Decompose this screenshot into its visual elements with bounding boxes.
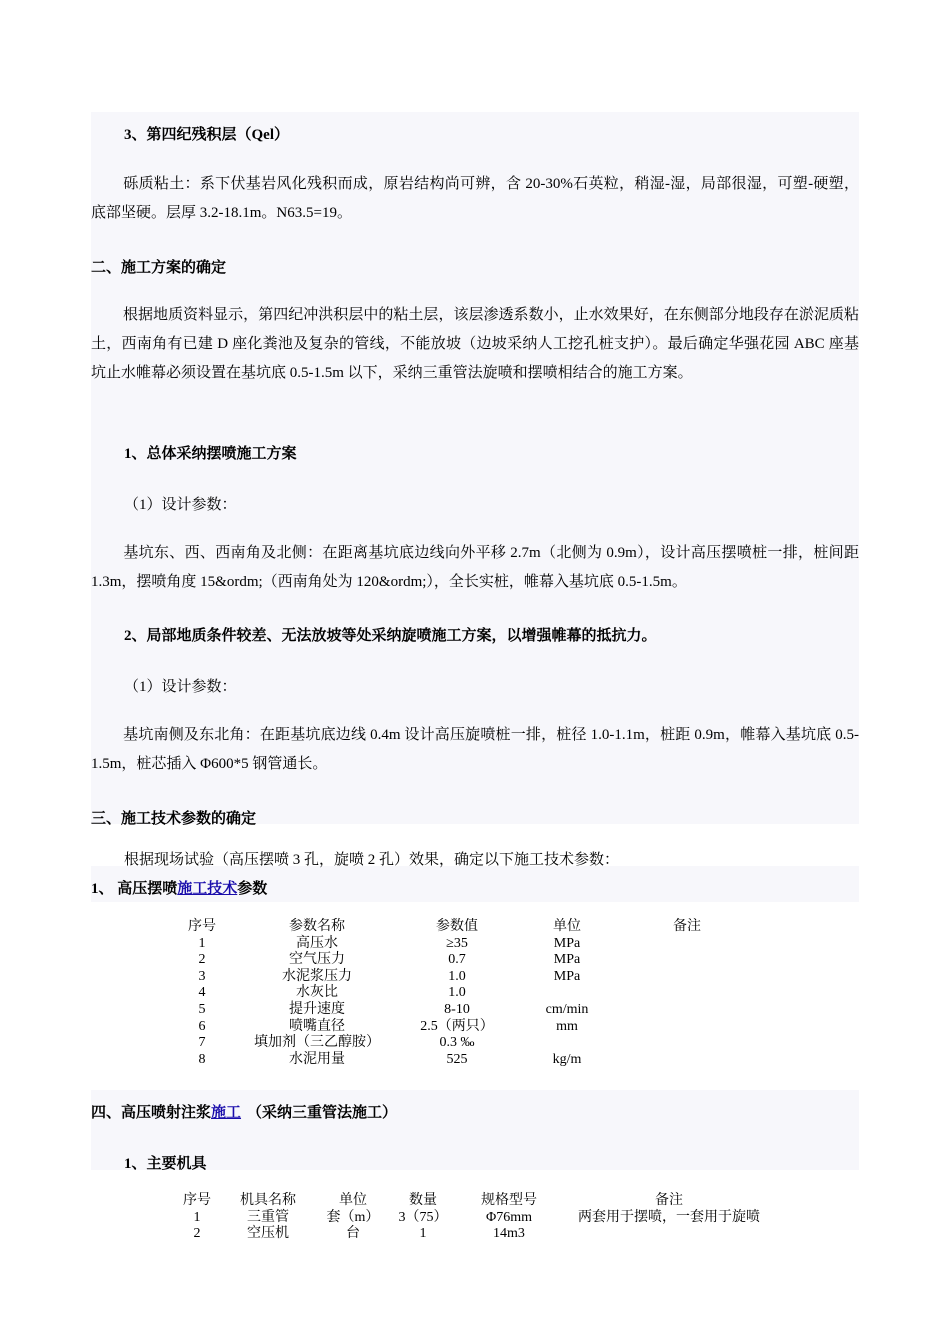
table-cell: 水泥用量 xyxy=(289,1051,345,1067)
table-cell: kg/m xyxy=(552,1051,582,1067)
table-cell: 2 xyxy=(198,952,206,968)
table-cell xyxy=(627,952,747,969)
table-cell: MPa xyxy=(553,968,581,984)
table-cell: 1 xyxy=(193,1209,201,1225)
table-cell: 水灰比 xyxy=(296,985,338,1001)
table-cell: 14m3 xyxy=(493,1226,525,1242)
table-cell: 8 xyxy=(198,1051,206,1067)
header-cell: 备注 xyxy=(673,919,701,934)
equipment-table xyxy=(172,1193,774,1243)
heading-high-pressure-grouting xyxy=(91,1101,397,1122)
table-cell: 空压机 xyxy=(247,1226,289,1242)
heading-local-rotary-jet: 2、局部地质条件较差、无法放坡等处采纳旋喷施工方案，以增强帷幕的抵抗力。 xyxy=(124,628,657,644)
table-cell xyxy=(627,969,747,986)
table-row xyxy=(177,936,747,953)
header-cell: 序号 xyxy=(183,1193,211,1208)
construction-link[interactable]: 施工 xyxy=(211,1105,242,1121)
table-cell: 8-10 xyxy=(444,1001,470,1017)
heading-text: 四、高压喷射注浆 xyxy=(91,1105,212,1121)
paragraph-text: 砾质粘土：系下伏基岩风化残积而成，原岩结构尚可辨，含 20-30%石英粒，稍湿-湿，局部很湿，可塑-硬塑，底部坚硬。层厚 3.2-18.1m。N63.5=19。 xyxy=(91,176,859,221)
table-cell: 填加剂（三乙醇胺） xyxy=(254,1035,380,1051)
paragraph-field-test: 根据现场试验（高压摆喷 3 孔，旋喷 2 孔）效果，确定以下施工技术参数： xyxy=(124,852,620,868)
table-cell: 套（m） xyxy=(326,1209,380,1225)
table-cell xyxy=(627,1019,747,1036)
heading-text: 1、 高压摆喷 xyxy=(91,881,178,897)
table-row xyxy=(177,1019,747,1036)
header-cell: 机具名称 xyxy=(240,1193,296,1208)
heading-construction-plan: 二、施工方案的确定 xyxy=(91,260,227,276)
table-cell: 7 xyxy=(198,1035,206,1051)
table-row xyxy=(177,969,747,986)
table-cell xyxy=(507,985,627,1002)
table-cell xyxy=(627,936,747,953)
table-cell: MPa xyxy=(553,952,581,968)
table-cell: 2.5（两只） xyxy=(420,1018,494,1034)
header-cell: 备注 xyxy=(655,1193,683,1208)
table-row xyxy=(177,985,747,1002)
header-cell: 单位 xyxy=(553,919,581,934)
design-params-label-1: （1）设计参数： xyxy=(124,497,237,513)
construction-technique-link[interactable]: 施工技术 xyxy=(177,881,238,897)
paragraph-text: 根据地质资料显示，第四纪冲洪积层中的粘土层，该层渗透系数小，止水效果好，在东侧部分地段存在淤泥质粘土，西南角有已建 D 座化粪池及复杂的管线，不能放坡（边坡采纳人工挖孔桩支护）。最后确定华强花园 ABC 座基坑止水帷幕必须设置在基坑底 0.5-1.5m 以下，采纳三重管法旋喷和摆喷相结合的施工方案。 xyxy=(91,307,859,381)
table-cell: ≥35 xyxy=(446,935,468,951)
table-row xyxy=(172,1210,774,1227)
table-row xyxy=(177,1035,747,1052)
paragraph-text: 基坑东、西、西南角及北侧：在距离基坑底边线向外平移 2.7m（北侧为 0.9m），设计高压摆喷桩一排，桩间距 1.3m，摆喷角度 15&ordm;（西南角处为 120&ordm;），全长实桩，帷幕入基坑底 0.5-1.5m。 xyxy=(91,545,859,590)
table-row xyxy=(177,1052,747,1069)
paragraph-south-side xyxy=(91,721,859,779)
table-cell: Φ76mm xyxy=(485,1209,532,1225)
swing-jet-params-table xyxy=(177,919,747,1068)
table-cell xyxy=(627,1002,747,1019)
table-row xyxy=(177,952,747,969)
table-cell: 1 xyxy=(198,935,206,951)
table-cell: 2 xyxy=(193,1226,201,1242)
table-header-row xyxy=(172,1193,774,1210)
table-cell: 3 xyxy=(198,968,206,984)
paragraph-text: 基坑南侧及东北角：在距基坑底边线 0.4m 设计高压旋喷桩一排，桩径 1.0-1.1m，桩距 0.9m，帷幕入基坑底 0.5-1.5m，桩芯插入 Φ600*5 钢管通长。 xyxy=(91,727,859,772)
design-params-label-2: （1）设计参数： xyxy=(124,679,237,695)
table-cell xyxy=(627,1052,747,1069)
table-cell: 高压水 xyxy=(296,935,338,951)
header-cell: 单位 xyxy=(339,1193,367,1208)
table-cell: 喷嘴直径 xyxy=(289,1018,345,1034)
paragraph-gravel-clay xyxy=(91,170,859,228)
table-cell: cm/min xyxy=(545,1001,589,1017)
header-cell: 序号 xyxy=(188,919,216,934)
heading-swing-jet-params xyxy=(91,877,267,898)
table-row xyxy=(172,1226,774,1243)
header-cell: 参数名称 xyxy=(289,919,345,934)
table-header-row xyxy=(177,919,747,936)
table-cell: mm xyxy=(556,1018,578,1034)
table-cell xyxy=(627,1035,747,1052)
table-cell: 提升速度 xyxy=(289,1001,345,1017)
header-cell: 数量 xyxy=(409,1193,437,1208)
table-cell: 5 xyxy=(198,1001,206,1017)
header-cell: 参数值 xyxy=(436,919,478,934)
section-heading-3: 3、第四纪残积层（Qel） xyxy=(124,127,289,143)
table-cell: 6 xyxy=(198,1018,206,1034)
table-cell: 1 xyxy=(419,1226,427,1242)
table-row xyxy=(177,1002,747,1019)
heading-technical-params: 三、施工技术参数的确定 xyxy=(91,811,257,827)
table-cell: 525 xyxy=(446,1051,468,1067)
table-cell: 1.0 xyxy=(448,968,466,984)
table-cell xyxy=(507,1035,627,1052)
heading-overall-plan: 1、总体采纳摆喷施工方案 xyxy=(124,446,297,462)
heading-main-equipment: 1、主要机具 xyxy=(124,1156,207,1172)
paragraph-geology xyxy=(91,301,859,388)
header-cell: 规格型号 xyxy=(481,1193,537,1208)
table-cell: 三重管 xyxy=(247,1209,289,1225)
table-cell: 0.3 ‰ xyxy=(439,1035,475,1051)
table-cell: 空气压力 xyxy=(289,952,345,968)
table-cell: MPa xyxy=(553,935,581,951)
table-cell: 4 xyxy=(198,985,206,1001)
table-cell: 两套用于摆喷，一套用于旋喷 xyxy=(578,1209,760,1225)
table-cell xyxy=(627,985,747,1002)
heading-text: 参数 xyxy=(237,881,268,897)
table-cell: 台 xyxy=(346,1226,360,1242)
table-cell: 1.0 xyxy=(448,985,466,1001)
table-cell: 3（75） xyxy=(398,1209,448,1225)
table-cell: 0.7 xyxy=(448,952,466,968)
table-cell xyxy=(564,1226,774,1243)
table-cell: 水泥浆压力 xyxy=(282,968,352,984)
heading-text: （采纳三重管法施工） xyxy=(247,1105,398,1121)
paragraph-swing-jet xyxy=(91,539,859,597)
